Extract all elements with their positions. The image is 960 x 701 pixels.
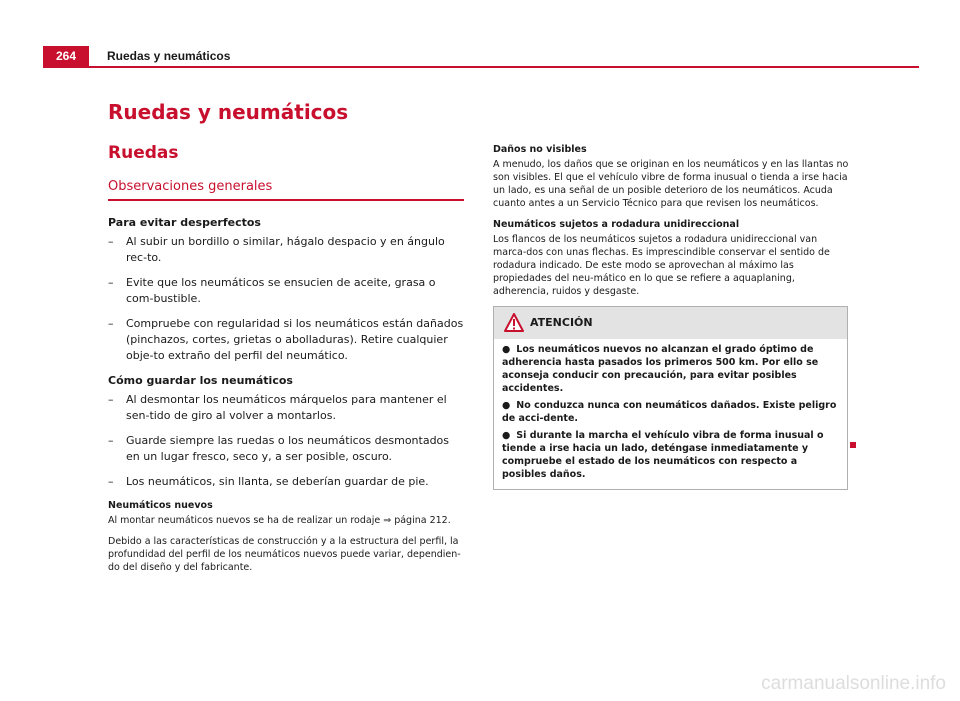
storage-heading: Cómo guardar los neumáticos (108, 374, 293, 387)
running-title: Ruedas y neumáticos (107, 49, 231, 63)
new-tyres-heading: Neumáticos nuevos (108, 500, 213, 511)
warning-header (494, 307, 847, 339)
left-column (108, 100, 464, 582)
hidden-damage-text: A menudo, los daños que se originan en los neumáticos y en las llantas no son visibles. El que el vehículo vibre de forma inusual o tienda a irse hacia un lado, es una señal de un posible deterioro de los neumáticos. Acuda cuanto antes a un Servicio Técnico para que revisen los neumáticos. (493, 159, 849, 209)
directional-tyres-heading: Neumáticos sujetos a rodadura unidireccional (493, 219, 740, 230)
warning-title: ATENCIÓN (530, 316, 593, 329)
avoid-damage-heading: Para evitar desperfectos (108, 216, 261, 229)
bullet-icon: ● (502, 400, 511, 411)
list-item: – Los neumáticos, sin llanta, se deberían guardar de pie. (108, 475, 429, 488)
dash-icon: – (108, 475, 114, 488)
new-tyres-text-2: Debido a las características de construcción y a la estructura del perfil, la profundidad del perfil de los neumáticos nuevos puede variar, dependien-do del diseño y del fabricante. (108, 536, 461, 573)
hidden-damage-heading: Daños no visibles (493, 144, 587, 155)
section-end-marker (850, 442, 856, 448)
dash-icon: – (108, 393, 114, 406)
subsection-title: Observaciones generales (108, 178, 464, 201)
watermark: carmanualsonline.info (761, 673, 946, 694)
dash-icon: – (108, 434, 114, 447)
warning-body (494, 339, 847, 489)
dash-icon: – (108, 317, 114, 330)
list-item: – Al subir un bordillo o similar, hágalo despacio y en ángulo rec-to. (108, 235, 445, 264)
list-item: – Compruebe con regularidad si los neumáticos están dañados (pinchazos, cortes, grietas o abolladuras). Retire cualquier obje-to extraño del perfil del neumático. (108, 317, 464, 362)
list-item: – Al desmontar los neumáticos márquelos para mantener el sen-tido de giro al volver a montarlos. (108, 393, 447, 422)
list-item: – Guarde siempre las ruedas o los neumáticos desmontados en un lugar fresco, seco y, a ser posible, oscuro. (108, 434, 450, 463)
directional-tyres-text: Los flancos de los neumáticos sujetos a rodadura unidireccional van marca-dos con unas flechas. Es imprescindible conservar el sentido de rodadura indicado. De este modo se aprovechan al máximo las propiedades del neu-mático en lo que se refiere a aquaplaning, adherencia, ruidos y desgaste. (493, 234, 830, 297)
warning-triangle-icon (504, 313, 524, 333)
section-title: Ruedas (108, 143, 179, 163)
warning-item: ● No conduzca nunca con neumáticos dañados. Existe peligro de acci-dente. (502, 400, 837, 424)
warning-box (493, 306, 848, 490)
bullet-icon: ● (502, 430, 511, 441)
bullet-icon: ● (502, 344, 511, 355)
avoid-damage-list (108, 234, 464, 364)
new-tyres-text: Al montar neumáticos nuevos se ha de realizar un rodaje ⇒ página 212. (108, 515, 451, 526)
right-column (493, 143, 849, 306)
dash-icon: – (108, 276, 114, 289)
list-item: – Evite que los neumáticos se ensucien de aceite, grasa o com-bustible. (108, 276, 436, 305)
dash-icon: – (108, 235, 114, 248)
storage-list (108, 392, 464, 490)
page-title: Ruedas y neumáticos (108, 100, 349, 124)
warning-item: ● Los neumáticos nuevos no alcanzan el grado óptimo de adherencia hasta pasados los primeros 500 km. Por ello se aconseja conducir con precaución, para evitar posibles accidentes. (502, 344, 819, 394)
warning-item: ● Si durante la marcha el vehículo vibra de forma inusual o tiende a irse hacia un lado, deténgase inmediatamente y compruebe el estado de los neumáticos con respecto a posibles daños. (502, 430, 824, 480)
page-header (43, 46, 919, 68)
page-number: 264 (43, 46, 89, 66)
